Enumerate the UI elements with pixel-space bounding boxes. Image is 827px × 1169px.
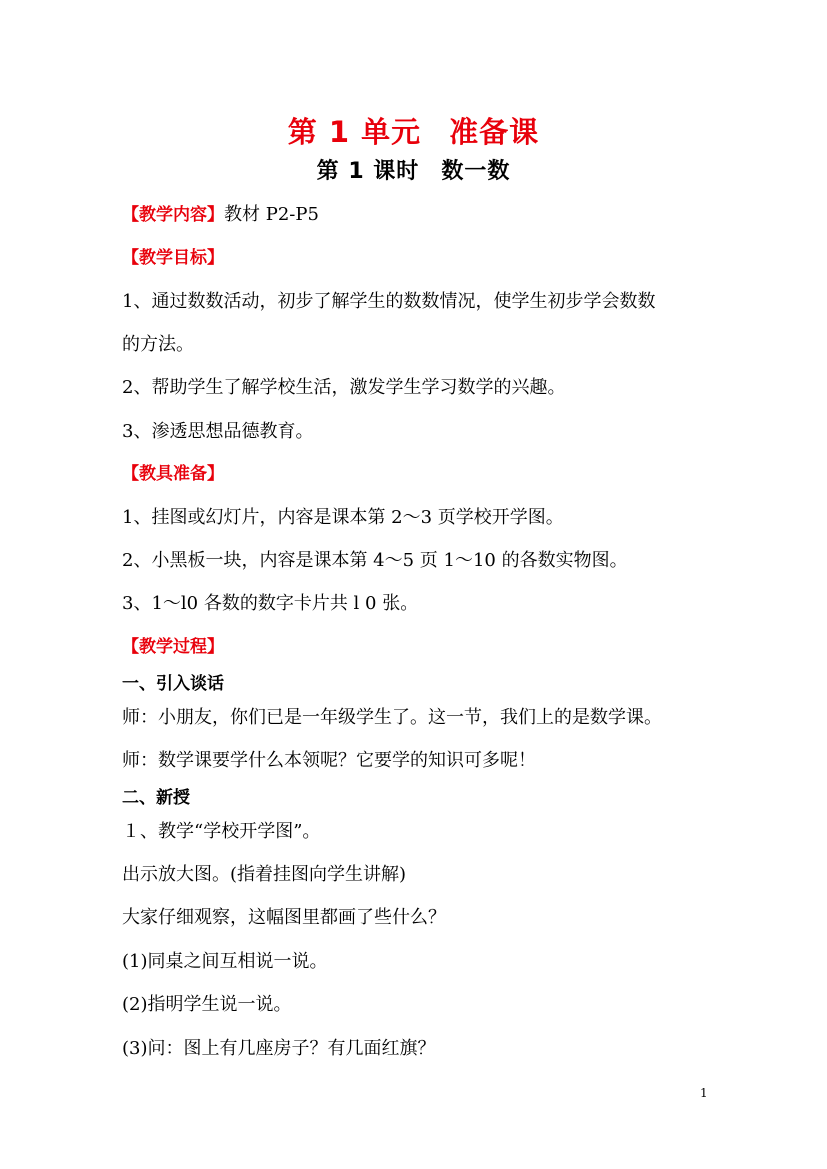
lesson-step: (2)指明学生说一说。: [122, 994, 292, 1015]
lesson-name: 数一数: [441, 159, 511, 184]
goal-item: 1、通过数数活动，初步了解学生的数数情况，使学生初步学会数数: [122, 291, 656, 312]
lesson-number: 第 1 课时: [316, 159, 420, 184]
section-heading: 二、新授: [122, 788, 190, 808]
goal-item: 2、帮助学生了解学校生活，激发学生学习数学的兴趣。: [122, 377, 566, 398]
lesson-step: 大家仔细观察，这幅图里都画了些什么？: [122, 907, 446, 928]
material-item: 3、1～l0 各数的数字卡片共 l 0 张。: [122, 593, 419, 614]
page-number: 1: [700, 1086, 708, 1100]
content-line: [122, 203, 319, 227]
goal-item: 3、渗透思想品德教育。: [122, 421, 314, 442]
content-heading: 【教学内容】: [122, 205, 224, 225]
unit-name: 准备课: [449, 115, 540, 149]
dialogue-line: 师：小朋友，你们已是一年级学生了。这一节，我们上的是数学课。: [122, 707, 662, 728]
lesson-step: １、教学“学校开学图”。: [122, 821, 321, 842]
unit-title: [0, 113, 827, 151]
goals-heading: 【教学目标】: [122, 248, 224, 268]
goal-item: 的方法。: [122, 334, 194, 355]
lesson-title: [0, 157, 827, 187]
content-text: 教材 P2-P5: [224, 204, 319, 225]
section-heading: 一、引入谈话: [122, 674, 224, 694]
unit-number: 第 1 单元: [287, 115, 422, 149]
material-item: 2、小黑板一块，内容是课本第 4～5 页 1～10 的各数实物图。: [122, 550, 628, 571]
process-heading: 【教学过程】: [122, 637, 224, 657]
dialogue-line: 师：数学课要学什么本领呢？它要学的知识可多呢！: [122, 750, 536, 771]
material-item: 1、挂图或幻灯片，内容是课本第 2～3 页学校开学图。: [122, 507, 564, 528]
materials-heading: 【教具准备】: [122, 464, 224, 484]
lesson-step: (3)问：图上有几座房子？有几面红旗？: [122, 1038, 436, 1059]
lesson-step: 出示放大图。(指着挂图向学生讲解): [122, 864, 407, 885]
lesson-step: (1)同桌之间互相说一说。: [122, 951, 328, 972]
